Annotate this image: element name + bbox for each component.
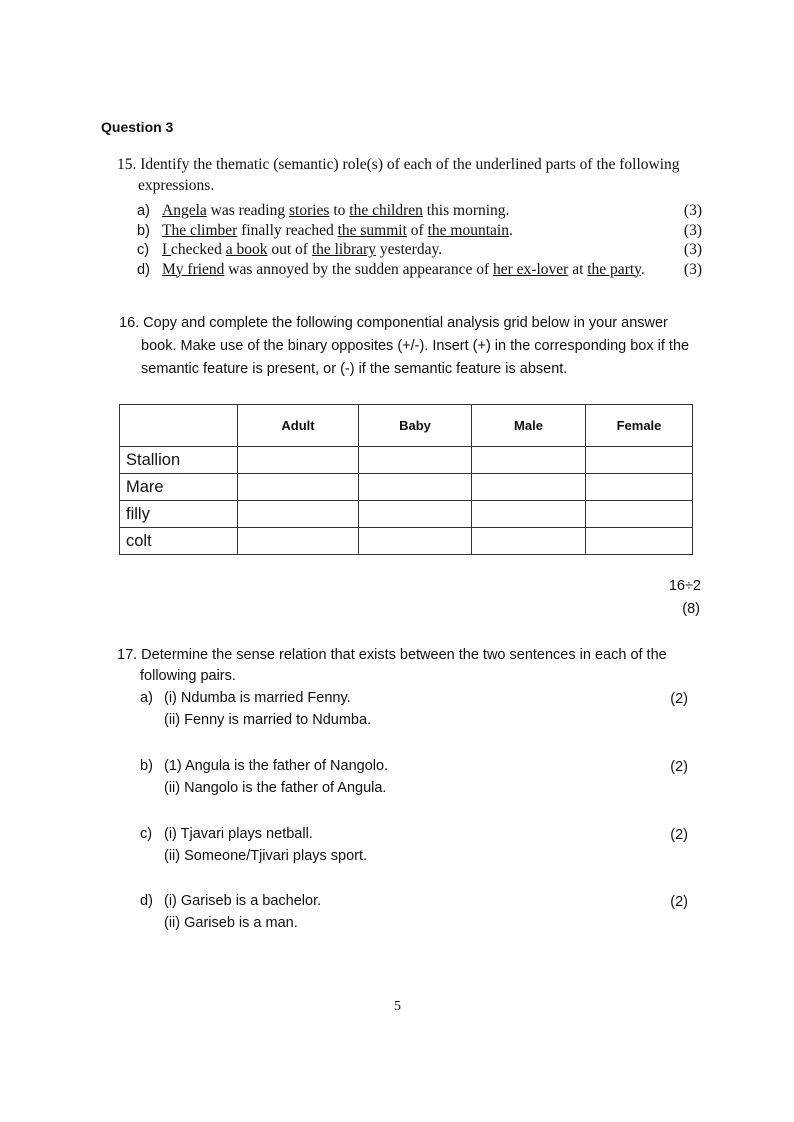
underlined-phrase: the summit bbox=[337, 221, 407, 239]
q17-item-letter: c) bbox=[140, 826, 153, 842]
q15-item-letter: a) bbox=[137, 203, 150, 219]
q15-item-mark: (3) bbox=[683, 202, 702, 219]
underlined-phrase: the children bbox=[349, 202, 423, 219]
q17-item-letter: a) bbox=[140, 690, 153, 706]
q16-marks-calc: 16÷2 bbox=[668, 578, 701, 594]
grid-row bbox=[120, 528, 693, 555]
grid-header-cell: Male bbox=[472, 405, 586, 447]
q17-item-mark: (2) bbox=[670, 827, 688, 843]
text-segment: . bbox=[640, 260, 645, 278]
grid-row bbox=[120, 447, 693, 474]
grid-empty-cell bbox=[359, 528, 472, 555]
grid-empty-cell bbox=[586, 447, 693, 474]
q16-line2: book. Make use of the binary opposites (+/-). Insert (+) in the corresponding box if the bbox=[141, 338, 690, 354]
underlined-phrase: the mountain bbox=[427, 221, 509, 239]
underlined-phrase: My friend bbox=[162, 260, 225, 278]
q15-intro-line1: 15. Identify the thematic (semantic) role(s) of each of the underlined parts of the following bbox=[117, 156, 680, 173]
grid-empty-cell bbox=[238, 528, 359, 555]
grid-empty-cell bbox=[472, 447, 586, 474]
q17-sentence-2: (ii) Fenny is married to Ndumba. bbox=[164, 712, 372, 728]
grid-empty-cell bbox=[472, 474, 586, 501]
grid-empty-cell bbox=[359, 474, 472, 501]
underlined-phrase: Angela bbox=[162, 202, 207, 219]
q17-line2: following pairs. bbox=[140, 668, 236, 684]
text-segment: out of bbox=[267, 241, 312, 258]
q16-marks: (8) bbox=[682, 601, 700, 617]
grid-header-cell: Adult bbox=[238, 405, 359, 447]
q17-sentence-1: (i) Tjavari plays netball. bbox=[164, 826, 313, 842]
q16-line3: semantic feature is present, or (-) if the semantic feature is absent. bbox=[141, 361, 568, 377]
grid-row bbox=[120, 474, 693, 501]
text-segment: to bbox=[329, 202, 350, 219]
grid-empty-cell bbox=[359, 447, 472, 474]
q15-item-text bbox=[162, 222, 513, 240]
grid-empty-cell bbox=[472, 501, 586, 528]
text-segment: at bbox=[568, 260, 588, 278]
q16-line1: 16. Copy and complete the following componential analysis grid below in your answer bbox=[119, 315, 668, 331]
grid-empty-cell bbox=[359, 501, 472, 528]
componential-analysis-grid bbox=[119, 404, 693, 555]
q15-item-text bbox=[162, 241, 442, 259]
q17-sentence-1: (1) Angula is the father of Nangolo. bbox=[164, 758, 389, 774]
q17-line1: 17. Determine the sense relation that exists between the two sentences in each of the bbox=[117, 647, 667, 663]
grid-empty-cell bbox=[586, 501, 693, 528]
q15-item-text bbox=[162, 261, 645, 279]
question-heading: Question 3 bbox=[101, 119, 174, 135]
grid-header-cell: Baby bbox=[359, 405, 472, 447]
page-number: 5 bbox=[394, 999, 401, 1014]
text-segment: was reading bbox=[206, 202, 289, 219]
q15-item-letter: b) bbox=[137, 222, 150, 239]
grid-row-label: Mare bbox=[120, 474, 238, 501]
underlined-phrase: her ex-lover bbox=[493, 260, 569, 278]
q15-item-mark: (3) bbox=[683, 260, 702, 278]
underlined-phrase: I bbox=[162, 241, 172, 258]
underlined-phrase: the party bbox=[587, 260, 641, 278]
grid-header-cell: Female bbox=[586, 405, 693, 447]
q17-sentence-1: (i) Gariseb is a bachelor. bbox=[164, 893, 322, 909]
grid-header-cell bbox=[120, 405, 238, 447]
text-segment: checked bbox=[171, 241, 226, 258]
text-segment: of bbox=[406, 221, 428, 239]
q17-item-mark: (2) bbox=[670, 759, 688, 775]
q17-sentence-2: (ii) Gariseb is a man. bbox=[164, 915, 298, 931]
underlined-phrase: a book bbox=[225, 241, 268, 258]
grid-row-label: filly bbox=[120, 501, 238, 528]
q15-item-mark: (3) bbox=[683, 221, 702, 239]
grid-row bbox=[120, 501, 693, 528]
text-segment: . bbox=[508, 221, 513, 239]
q15-intro-line2: expressions. bbox=[138, 177, 215, 194]
grid-empty-cell bbox=[586, 528, 693, 555]
grid-row-label: Stallion bbox=[120, 447, 238, 474]
q17-sentence-2: (ii) Nangolo is the father of Angula. bbox=[164, 780, 387, 796]
underlined-phrase: The climber bbox=[162, 221, 238, 239]
q17-item-letter: d) bbox=[140, 893, 153, 909]
grid-header-row bbox=[120, 405, 693, 447]
q15-item-text bbox=[162, 202, 509, 220]
underlined-phrase: the library bbox=[311, 241, 376, 258]
underlined-phrase: stories bbox=[288, 202, 330, 219]
text-segment: finally reached bbox=[237, 221, 338, 239]
q17-sentence-1: (i) Ndumba is married Fenny. bbox=[164, 690, 351, 706]
text-segment: was annoyed by the sudden appearance of bbox=[224, 260, 493, 278]
q17-item-mark: (2) bbox=[670, 691, 688, 707]
grid-empty-cell bbox=[238, 501, 359, 528]
q17-sentence-2: (ii) Someone/Tjivari plays sport. bbox=[164, 848, 368, 864]
grid-row-label: colt bbox=[120, 528, 238, 555]
q17-item-mark: (2) bbox=[670, 894, 688, 910]
text-segment: this morning. bbox=[422, 202, 510, 219]
grid-empty-cell bbox=[238, 447, 359, 474]
text-segment: yesterday. bbox=[375, 241, 443, 258]
q15-item-letter: c) bbox=[137, 242, 150, 258]
grid-empty-cell bbox=[238, 474, 359, 501]
q15-item-mark: (3) bbox=[683, 241, 702, 258]
q17-item-letter: b) bbox=[140, 758, 153, 774]
q15-item-letter: d) bbox=[137, 261, 150, 278]
grid-empty-cell bbox=[586, 474, 693, 501]
grid-empty-cell bbox=[472, 528, 586, 555]
